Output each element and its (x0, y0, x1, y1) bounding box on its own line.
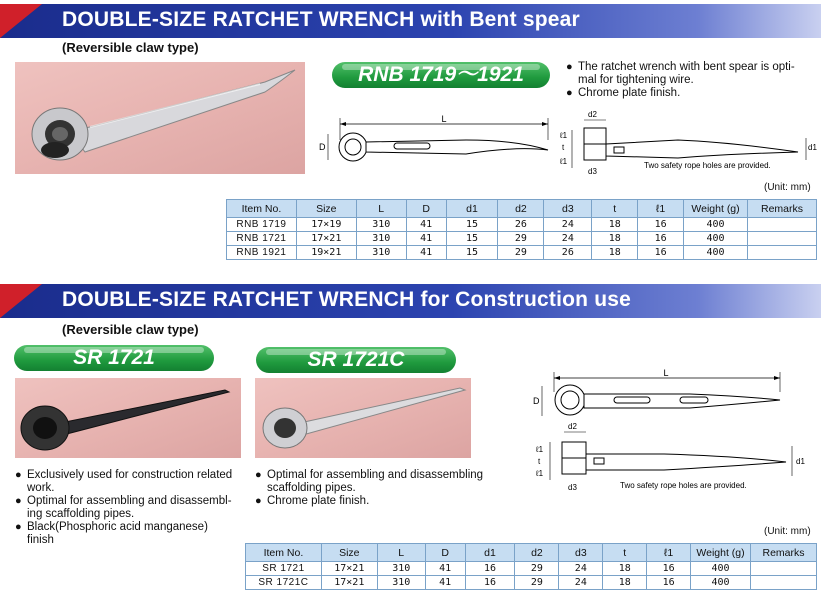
dim-d1-label: d1 (808, 143, 817, 152)
col-header: D (425, 544, 465, 562)
dim-D-label: D (533, 396, 540, 406)
bullet-item: ● Black(Phosphoric acid manganese) finish (15, 521, 251, 547)
section2-subtitle: (Reversible claw type) (62, 322, 199, 337)
dim-d2-label: d2 (588, 110, 597, 119)
col-header: Weight (g) (691, 544, 751, 562)
dim-d1-label: d1 (796, 457, 805, 466)
product-photo-rnb (15, 62, 305, 174)
bullet-item: ● Optimal for assembling and disassembl- ing scaffolding pipes. (15, 495, 251, 521)
section1-title: DOUBLE-SIZE RATCHET WRENCH with Bent spear (62, 8, 580, 31)
section2-title: DOUBLE-SIZE RATCHET WRENCH for Construction use (62, 288, 631, 311)
model-pill-sr1721c: SR 1721C (256, 347, 456, 373)
table-row: SR 1721 17×21 310 41 16 29 24 18 16 400 (246, 562, 817, 576)
sr-side-diagram (530, 366, 790, 422)
dim-d3-label: d3 (588, 167, 597, 176)
dim-L-label: L (663, 368, 669, 378)
dim-L-label: L (441, 114, 447, 124)
dim-D-label: D (319, 142, 326, 152)
col-header: d1 (465, 544, 515, 562)
section1-bullets (566, 61, 816, 100)
unit-label: (Unit: mm) (764, 526, 811, 537)
wrench-bent-spear-image (15, 62, 305, 174)
bullet-item: ● The ratchet wrench with bent spear is opti- mal for tightening wire. (566, 61, 816, 87)
sr-front-diagram (534, 420, 810, 496)
rnb-front-diagram (558, 108, 820, 178)
bullet-item: ● Chrome plate finish. (255, 495, 505, 508)
col-header: t (603, 544, 647, 562)
banner-red-corner (0, 4, 42, 38)
col-header: L (356, 200, 406, 218)
col-header: d3 (559, 544, 603, 562)
dim-l1-label: ℓ1 (536, 445, 544, 454)
model-pill-rnb: RNB 1719～1921 (332, 62, 550, 88)
dim-t-label: t (562, 143, 565, 152)
banner-red-corner (0, 284, 42, 318)
bullet-item: ● Chrome plate finish. (566, 87, 816, 100)
table-row: RNB 1921 19×21 310 41 15 29 26 18 16 400 (227, 246, 817, 260)
wrench-chrome-image (255, 378, 471, 458)
col-header: Weight (g) (684, 200, 748, 218)
dim-l1-label-2: ℓ1 (536, 469, 544, 478)
col-header: Remarks (750, 544, 816, 562)
product-photo-sr1721 (15, 378, 241, 458)
section2-bullets-b (255, 469, 505, 508)
model-pill-sr1721: SR 1721 (14, 345, 214, 371)
section1-subtitle: (Reversible claw type) (62, 40, 199, 55)
wrench-black-image (15, 378, 241, 458)
section2-banner (0, 284, 821, 318)
dim-d3-label: d3 (568, 483, 577, 492)
col-header: Item No. (246, 544, 322, 562)
table-row: RNB 1719 17×19 310 41 15 26 24 18 16 400 (227, 218, 817, 232)
col-header: Size (321, 544, 377, 562)
spec-table-sr (245, 543, 817, 590)
safety-hole-note: Two safety rope holes are provided. (644, 161, 771, 170)
bullet-item: ● Optimal for assembling and disassembling scaffolding pipes. (255, 469, 505, 495)
unit-label: (Unit: mm) (764, 182, 811, 193)
col-header: t (592, 200, 638, 218)
col-header: ℓ1 (647, 544, 691, 562)
col-header: Remarks (748, 200, 817, 218)
col-header: d1 (446, 200, 498, 218)
col-header: D (406, 200, 446, 218)
dim-d2-label: d2 (568, 422, 577, 431)
table-header-row (246, 544, 817, 562)
col-header: d3 (544, 200, 592, 218)
col-header: Item No. (227, 200, 297, 218)
section2-bullets-a (15, 469, 251, 547)
section1-banner (0, 4, 821, 38)
col-header: ℓ1 (638, 200, 684, 218)
col-header: Size (296, 200, 356, 218)
table-row: RNB 1721 17×21 310 41 15 29 24 18 16 400 (227, 232, 817, 246)
dim-t-label: t (538, 457, 541, 466)
product-photo-sr1721c (255, 378, 471, 458)
dim-l1-label-2: ℓ1 (560, 157, 568, 166)
col-header: d2 (498, 200, 544, 218)
spec-table-rnb (226, 199, 817, 260)
rnb-side-diagram (316, 110, 556, 170)
safety-hole-note: Two safety rope holes are provided. (620, 481, 747, 490)
bullet-item: ● Exclusively used for construction related work. (15, 469, 251, 495)
table-row: SR 1721C 17×21 310 41 16 29 24 18 16 400 (246, 576, 817, 590)
table-header-row (227, 200, 817, 218)
col-header: L (377, 544, 425, 562)
dim-l1-label: ℓ1 (560, 131, 568, 140)
col-header: d2 (515, 544, 559, 562)
